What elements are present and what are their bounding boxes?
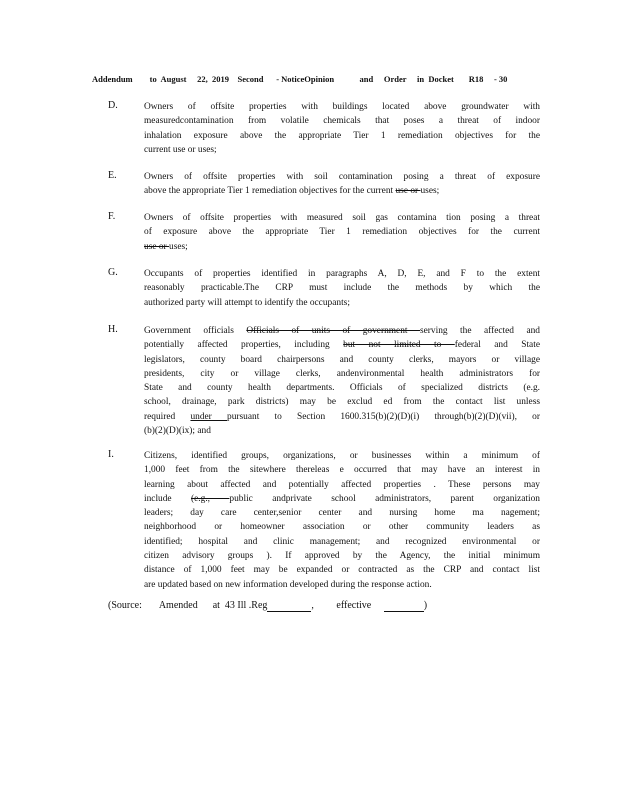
item-text	[144, 211, 540, 254]
text-run: serving the affected and	[419, 326, 540, 336]
text-line	[144, 463, 540, 477]
page-header: Addendum to August 22, 2019 Second - NoticeOpinion and Order in Docket R18 - 30	[92, 74, 508, 84]
text-run: neighborhood or homeowner association or other community leaders as	[144, 522, 540, 533]
item-text	[144, 100, 540, 157]
text-line	[144, 367, 540, 381]
item-letter: E.	[108, 170, 117, 181]
text-line	[144, 563, 540, 577]
text-line	[144, 170, 540, 184]
text-line	[144, 114, 540, 128]
text-run: school, drainage, park districts) may be exclud ed from the contact list unless	[144, 397, 540, 408]
text-run: distance of 1,000 feet may be expanded or contracted as the CRP and contact list	[144, 565, 540, 576]
text-line	[144, 225, 540, 239]
text-line	[144, 353, 540, 367]
item-text	[144, 267, 540, 310]
text-line	[144, 520, 540, 534]
text-run: Owners of offsite properties with buildings located above groundwater with	[144, 102, 540, 112]
text-run: inhalation exposure above the appropriate Tier 1 remediation objectives for the	[144, 130, 540, 141]
text-run: required	[144, 411, 191, 422]
text-run: 1,000 feet from the sitewhere thereleas e occurred that may have an interest in	[144, 465, 540, 476]
text-run: current use or uses;	[144, 144, 217, 155]
text-run: uses;	[420, 186, 440, 197]
item-text	[144, 449, 540, 592]
text-line	[144, 424, 540, 438]
item-letter: F.	[108, 211, 116, 222]
struck-text: but not limited to	[343, 340, 455, 351]
text-run: legislators, county board chairpersons and county clerks, mayors or village	[144, 354, 540, 365]
text-line	[144, 535, 540, 549]
text-run: State and county health departments. Officials of specialized districts (e.g.	[144, 383, 540, 394]
text-line	[144, 449, 540, 463]
text-line	[144, 324, 540, 338]
item-text	[144, 324, 540, 438]
struck-text: use or	[395, 186, 421, 197]
text-run: federal and State	[454, 340, 540, 351]
text-line	[144, 211, 540, 225]
text-run: Government officials	[144, 326, 247, 336]
text-run: are updated based on new information developed during the response action.	[144, 579, 432, 590]
text-run: Owners of offsite properties with measured soil gas contamina tion posing a threat	[144, 213, 540, 223]
item-letter: H.	[108, 324, 118, 335]
text-line	[144, 578, 540, 592]
text-run: (b)(2)(D)(ix); and	[144, 426, 211, 437]
text-run: authorized party will attempt to identify the occupants;	[144, 297, 350, 308]
struck-text: Officials of units of government	[246, 326, 420, 336]
text-line	[144, 410, 540, 424]
text-run: identified; hospital and clinic management; and recognized environmental or	[144, 536, 540, 547]
text-run: reasonably practicable.The CRP must include the methods by which the	[144, 283, 540, 294]
text-run: pursuant to Section 1600.315(b)(2)(D)(i) through(b)(2)(D)(vii), or	[227, 411, 540, 422]
text-run: of exposure above the appropriate Tier 1 remediation objectives for the current	[144, 227, 540, 238]
text-line	[144, 478, 540, 492]
effective-blank	[384, 600, 424, 612]
inserted-text: under	[190, 411, 228, 422]
text-run: potentially affected properties, including	[144, 340, 344, 351]
text-run: public andprivate school administrators, parent organization	[229, 493, 540, 504]
text-run: citizen advisory groups ). If approved by the Agency, the initial minimum	[144, 551, 540, 562]
text-run: Citizens, identified groups, organizations, or businesses within a minimum of	[144, 451, 540, 461]
text-line	[144, 381, 540, 395]
text-run: measuredcontamination from volatile chemicals that poses a threat of indoor	[144, 116, 540, 127]
item-letter: I.	[108, 449, 114, 460]
item-text	[144, 170, 540, 199]
text-line	[144, 143, 540, 157]
source-note	[108, 600, 427, 612]
text-run: Owners of offsite properties with soil contamination posing a threat of exposure	[144, 172, 540, 182]
text-line	[144, 129, 540, 143]
item-letter: G.	[108, 267, 118, 278]
text-run: presidents, city or village clerks, andenvironmental health administrators for	[144, 368, 540, 379]
text-line	[144, 549, 540, 563]
text-line	[144, 240, 540, 254]
text-line	[144, 267, 540, 281]
reg-blank	[267, 600, 311, 612]
source-mid: , effective	[311, 600, 384, 611]
item-letter: D.	[108, 100, 118, 111]
text-run: Occupants of properties identified in paragraphs A, D, E, and F to the extent	[144, 269, 540, 279]
text-line	[144, 338, 540, 352]
text-run: learning about affected and potentially affected properties . These persons may	[144, 479, 540, 490]
text-line	[144, 395, 540, 409]
source-close: )	[423, 600, 428, 611]
text-run: above the appropriate Tier 1 remediation objectives for the current	[144, 186, 396, 197]
text-line	[144, 281, 540, 295]
text-line	[144, 100, 540, 114]
text-line	[144, 506, 540, 520]
text-line	[144, 296, 540, 310]
text-run: uses;	[169, 241, 188, 252]
struck-text: (e.g.,	[191, 493, 230, 504]
text-line	[144, 492, 540, 506]
source-prefix: (Source: Amended at 43 Ill .Reg	[108, 600, 268, 611]
struck-text: use or	[144, 241, 169, 252]
text-run: leaders; day care center,senior center and nursing home ma nagement;	[144, 508, 540, 519]
text-line	[144, 184, 540, 198]
text-run: include	[144, 493, 191, 504]
